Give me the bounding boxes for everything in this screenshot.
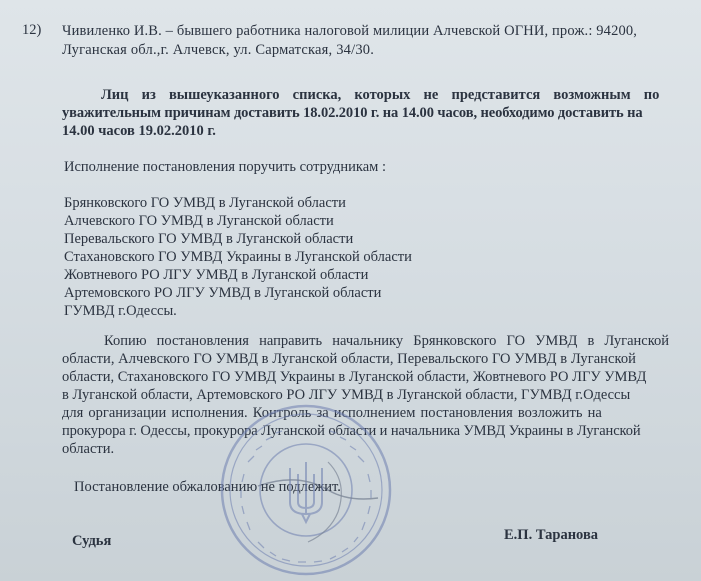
assignment-intro: Исполнение постановления поручить сотрудникам : [64,159,386,175]
department-item: Перевальского ГО УМВД в Луганской области [64,231,354,247]
copy-paragraph-line-6: прокурора г. Одессы, прокурора Луганской области и начальника УМВД Украины в Луганской [62,423,641,439]
item-line-1: Чивиленко И.В. – бывшего работника налоговой милиции Алчевской ОГНИ, прож.: 94200, [62,23,638,39]
department-item: Стахановского ГО УМВД Украины в Луганской области [64,249,412,265]
department-item: Артемовского РО ЛГУ УМВД в Луганской области [64,285,382,301]
copy-paragraph-line-5: для организации исполнения. Контроль за исполнением постановления возложить на [62,405,602,421]
official-seal-icon [218,402,394,578]
signature-name: Е.П. Таранова [504,527,599,543]
department-item: Брянковского ГО УМВД в Луганской области [64,195,346,211]
department-item: ГУМВД г.Одессы. [64,303,177,319]
copy-paragraph-line-7: области. [62,441,115,457]
appeal-note: Постановление обжалованию не подлежит. [74,479,341,495]
bold-paragraph-line-1: Лиц из вышеуказанного списка, которых не представится возможным по [101,87,660,103]
copy-paragraph-line-2: области, Алчевского ГО УМВД в Луганской области, Перевальского ГО УМВД в Луганской [62,351,636,367]
item-line-2: Луганская обл.,г. Алчевск, ул. Сарматская, 34/30. [62,42,375,58]
bold-paragraph-line-2: уважительным причинам доставить 18.02.2010 г. на 14.00 часов, необходимо доставить на [62,105,643,121]
department-item: Жовтневого РО ЛГУ УМВД в Луганской области [64,267,369,283]
bold-paragraph-line-3: 14.00 часов 19.02.2010 г. [62,123,216,139]
department-item: Алчевского ГО УМВД в Луганской области [64,213,334,229]
copy-paragraph-line-3: области, Стахановского ГО УМВД Украины в Луганской области, Жовтневого РО ЛГУ УМВД [62,369,647,385]
signature-role: Судья [72,533,112,549]
copy-paragraph-line-1: Копию постановления направить начальнику Брянковского ГО УМВД в Луганской [104,333,670,349]
item-number: 12) [22,22,42,38]
copy-paragraph-line-4: в Луганской области, Артемовского РО ЛГУ УМВД в Луганской области, ГУМВД г.Одессы [62,387,631,403]
